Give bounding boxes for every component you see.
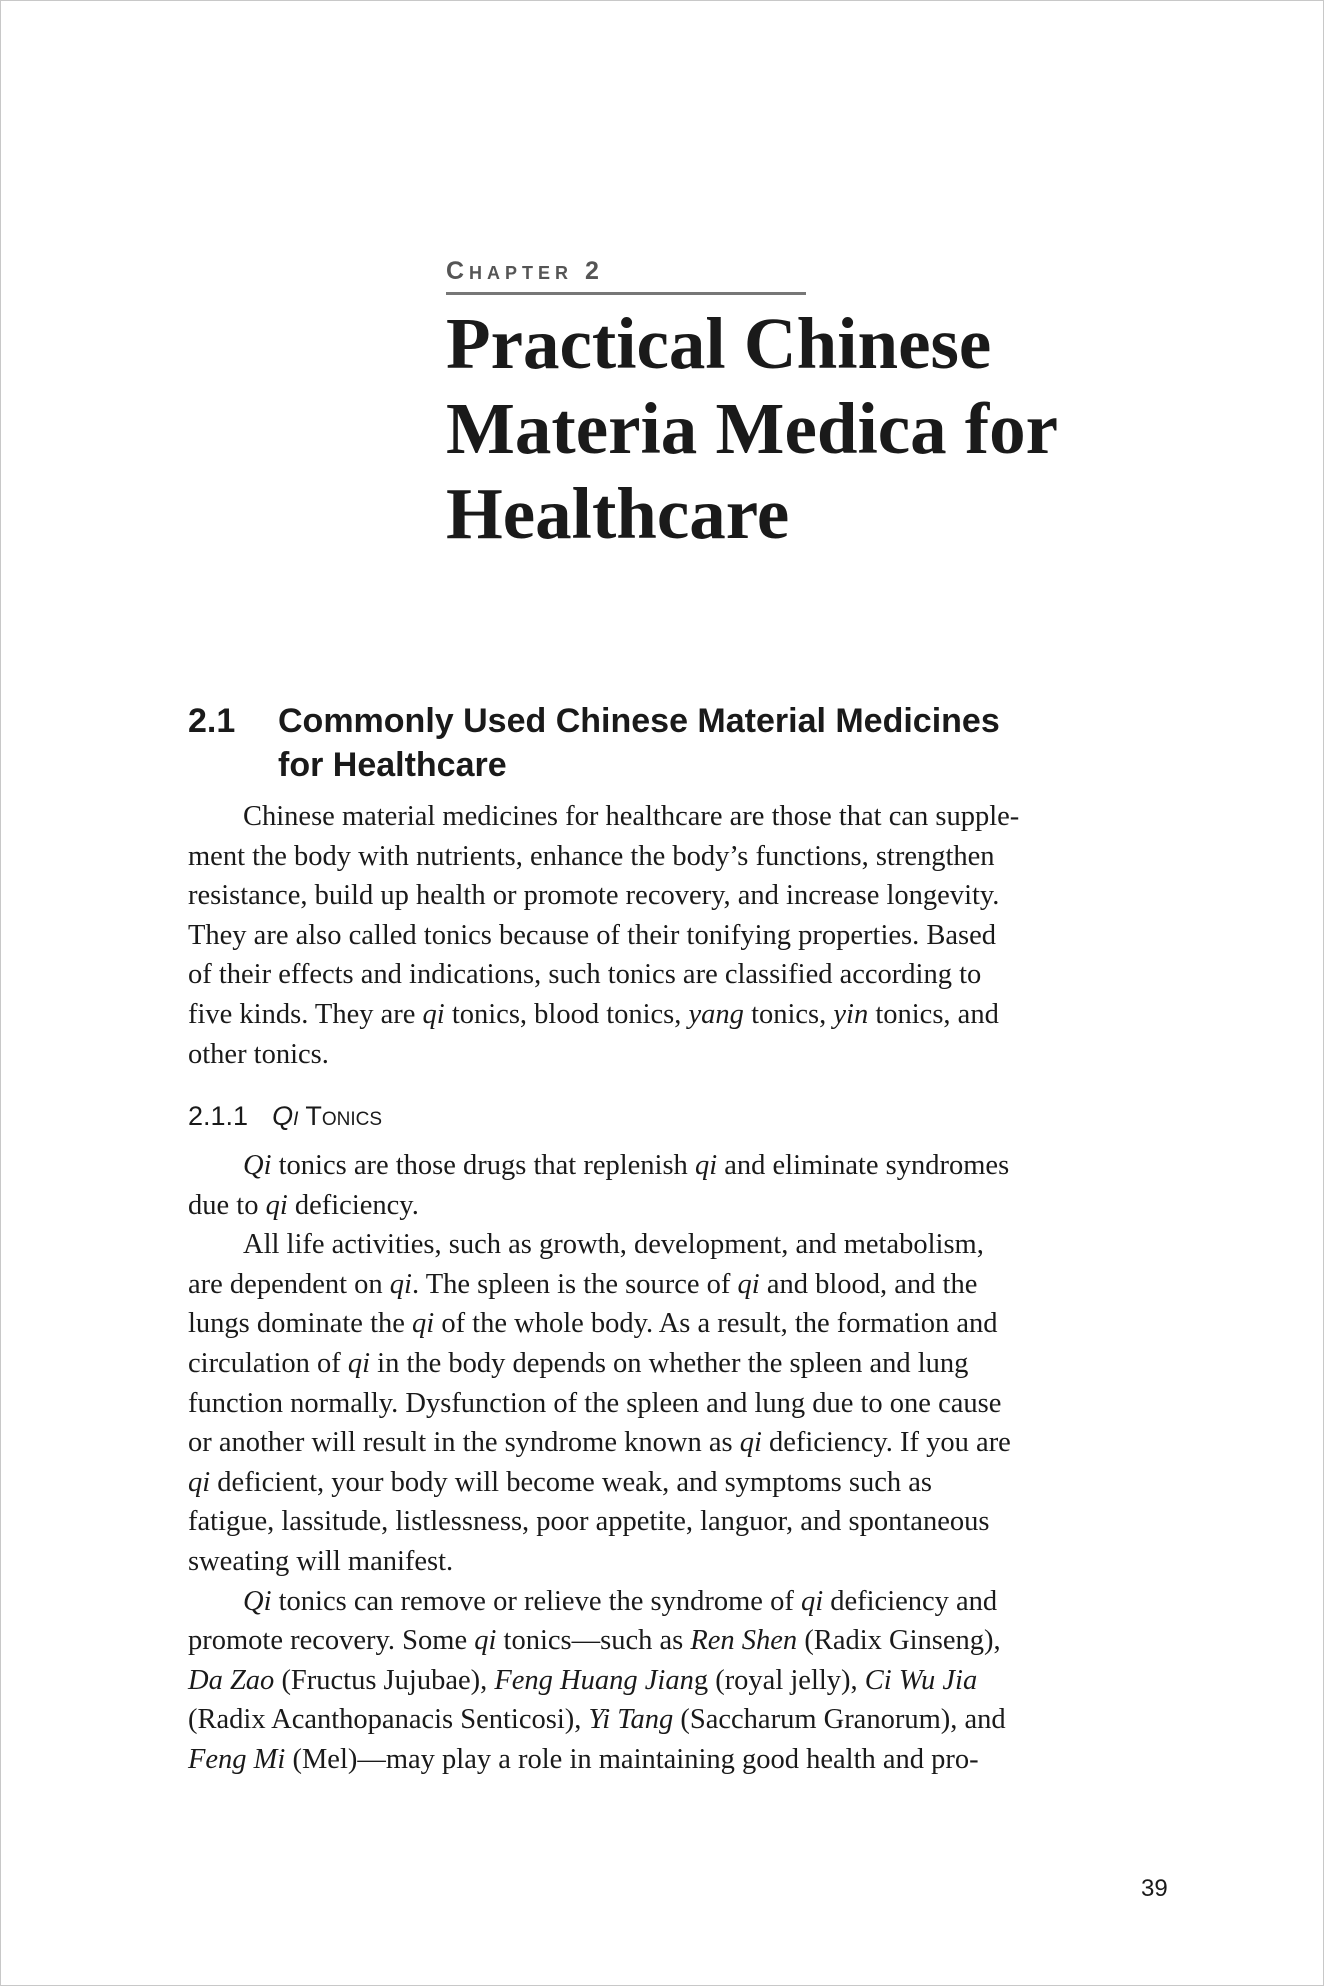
italic-term: qi [389,1268,412,1300]
text-run: tonics can remove or relieve the syndrome of [271,1585,801,1617]
text-line: other tonics. [188,1038,329,1070]
section-title-line2: for Healthcare [278,746,507,784]
text-run: and blood, and the [759,1268,978,1300]
qi-tonics-text-block [188,1146,1163,1780]
chapter-title-line: Healthcare [446,473,790,554]
text-run: deficient, your body will become weak, and symptoms such as [210,1466,933,1498]
italic-term: qi [737,1268,760,1300]
text-line [188,1661,1163,1701]
text-line: fatigue, lassitude, listlessness, poor appetite, languor, and spontaneous [188,1506,990,1538]
text-run: promote recovery. Some [188,1625,475,1657]
italic-term: qi [347,1347,371,1379]
italic-term: qi [800,1585,824,1617]
text-run: (Fructus Jujubae), [274,1664,495,1696]
italic-term: qi [739,1427,762,1459]
section-heading [188,699,1188,787]
text-line [188,1423,1163,1463]
text-line: ment the body with nutrients, enhance the body’s functions, strengthen [188,840,995,872]
text-run: of the whole body. As a result, the formation and [434,1308,998,1340]
italic-term: qi [265,1189,288,1221]
text-run: circulation of [188,1347,348,1379]
text-line [188,1265,1163,1305]
paragraph [188,1225,1163,1581]
intro-paragraph [188,797,1163,1074]
text-run: or another will result in the syndrome known as [188,1427,740,1459]
text-run: deficiency and [823,1585,998,1617]
text-run: and eliminate syndromes [717,1150,1010,1181]
text-run: . The spleen is the source of [411,1268,738,1300]
text-run: tonics, [743,998,834,1030]
italic-term: Qi [272,1101,299,1131]
italic-term: Feng Mi [188,1743,286,1775]
italic-term: qi [474,1625,497,1657]
italic-term: yang [688,998,744,1030]
text-line [188,1700,1163,1740]
text-line [188,1186,1163,1226]
text-line [188,1304,1163,1344]
italic-term: Feng Huang Jian [494,1664,694,1696]
text-line: function normally. Dysfunction of the spleen and lung due to one cause [188,1387,1002,1419]
text-line [188,995,1163,1035]
text-line [188,1344,1163,1384]
text-run: (Saccharum Granorum), and [673,1704,1006,1736]
text-run: tonics—such as [496,1625,691,1657]
text-run: g [693,1664,709,1696]
text-run: are dependent on [188,1268,390,1300]
text-run: tonics, blood tonics, [444,998,689,1030]
subsection-heading [188,1101,382,1132]
text-run: deficiency. If you are [761,1427,1011,1459]
italic-term: Ci Wu Jia [864,1664,978,1696]
text-run: deficiency. [287,1189,419,1221]
text-line: All life activities, such as growth, development, and metabolism, [243,1229,984,1261]
section-number: 2.1 [188,702,236,740]
text-line: sweating will manifest. [188,1545,454,1577]
chapter-label: Chapter 2 [446,257,604,285]
text-line: resistance, build up health or promote recovery, and increase longevity. [188,880,1000,912]
text-run: (Radix Ginseng), [797,1625,1001,1657]
text-run: (Mel)—may play a role in maintaining good health and pro- [285,1743,979,1775]
subsection-number: 2.1.1 [188,1101,249,1131]
paragraph [188,1582,1163,1780]
subsection-title [272,1101,382,1131]
paragraph [188,1146,1163,1225]
italic-term: Da Zao [188,1664,275,1696]
italic-term: qi [412,1308,435,1340]
text-run: (royal jelly), [708,1664,865,1696]
text-line: They are also called tonics because of their tonifying properties. Based [188,919,997,951]
text-run: (Radix Acanthopanacis Senticosi), [188,1704,589,1736]
italic-term: Qi [243,1585,272,1617]
italic-term: yin [833,998,869,1030]
text-line [188,1146,1163,1186]
page-number: 39 [1141,1875,1168,1902]
text-run: lungs dominate the [188,1308,413,1340]
text-line: Chinese material medicines for healthcare are those that can supple- [243,801,1020,832]
italic-term: qi [188,1466,211,1498]
text-line [188,1582,1163,1622]
italic-term: Qi [243,1150,272,1181]
text-line [188,1740,1163,1780]
chapter-rule [446,292,806,295]
italic-term: Yi Tang [588,1704,674,1736]
italic-term: Ren Shen [690,1625,798,1657]
chapter-title-line: Materia Medica for [446,388,1059,469]
text-run: in the body depends on whether the spleen and lung [370,1347,969,1379]
text-run: due to [188,1189,266,1221]
text-line: of their effects and indications, such tonics are classified according to [188,959,982,991]
italic-term: qi [694,1150,718,1181]
text-line [188,1621,1163,1661]
text-run: Tonics [305,1101,383,1131]
italic-term: qi [422,998,445,1030]
chapter-title-line: Practical Chinese [446,303,992,384]
text-run: tonics, and [868,998,999,1030]
text-line [188,1463,1163,1503]
intro-text-block [188,797,1163,1074]
section-title-line1: Commonly Used Chinese Material Medicines [278,702,1000,740]
text-run: tonics are those drugs that replenish [271,1150,695,1181]
chapter-title [446,301,1146,556]
text-run: five kinds. They are [188,998,423,1030]
